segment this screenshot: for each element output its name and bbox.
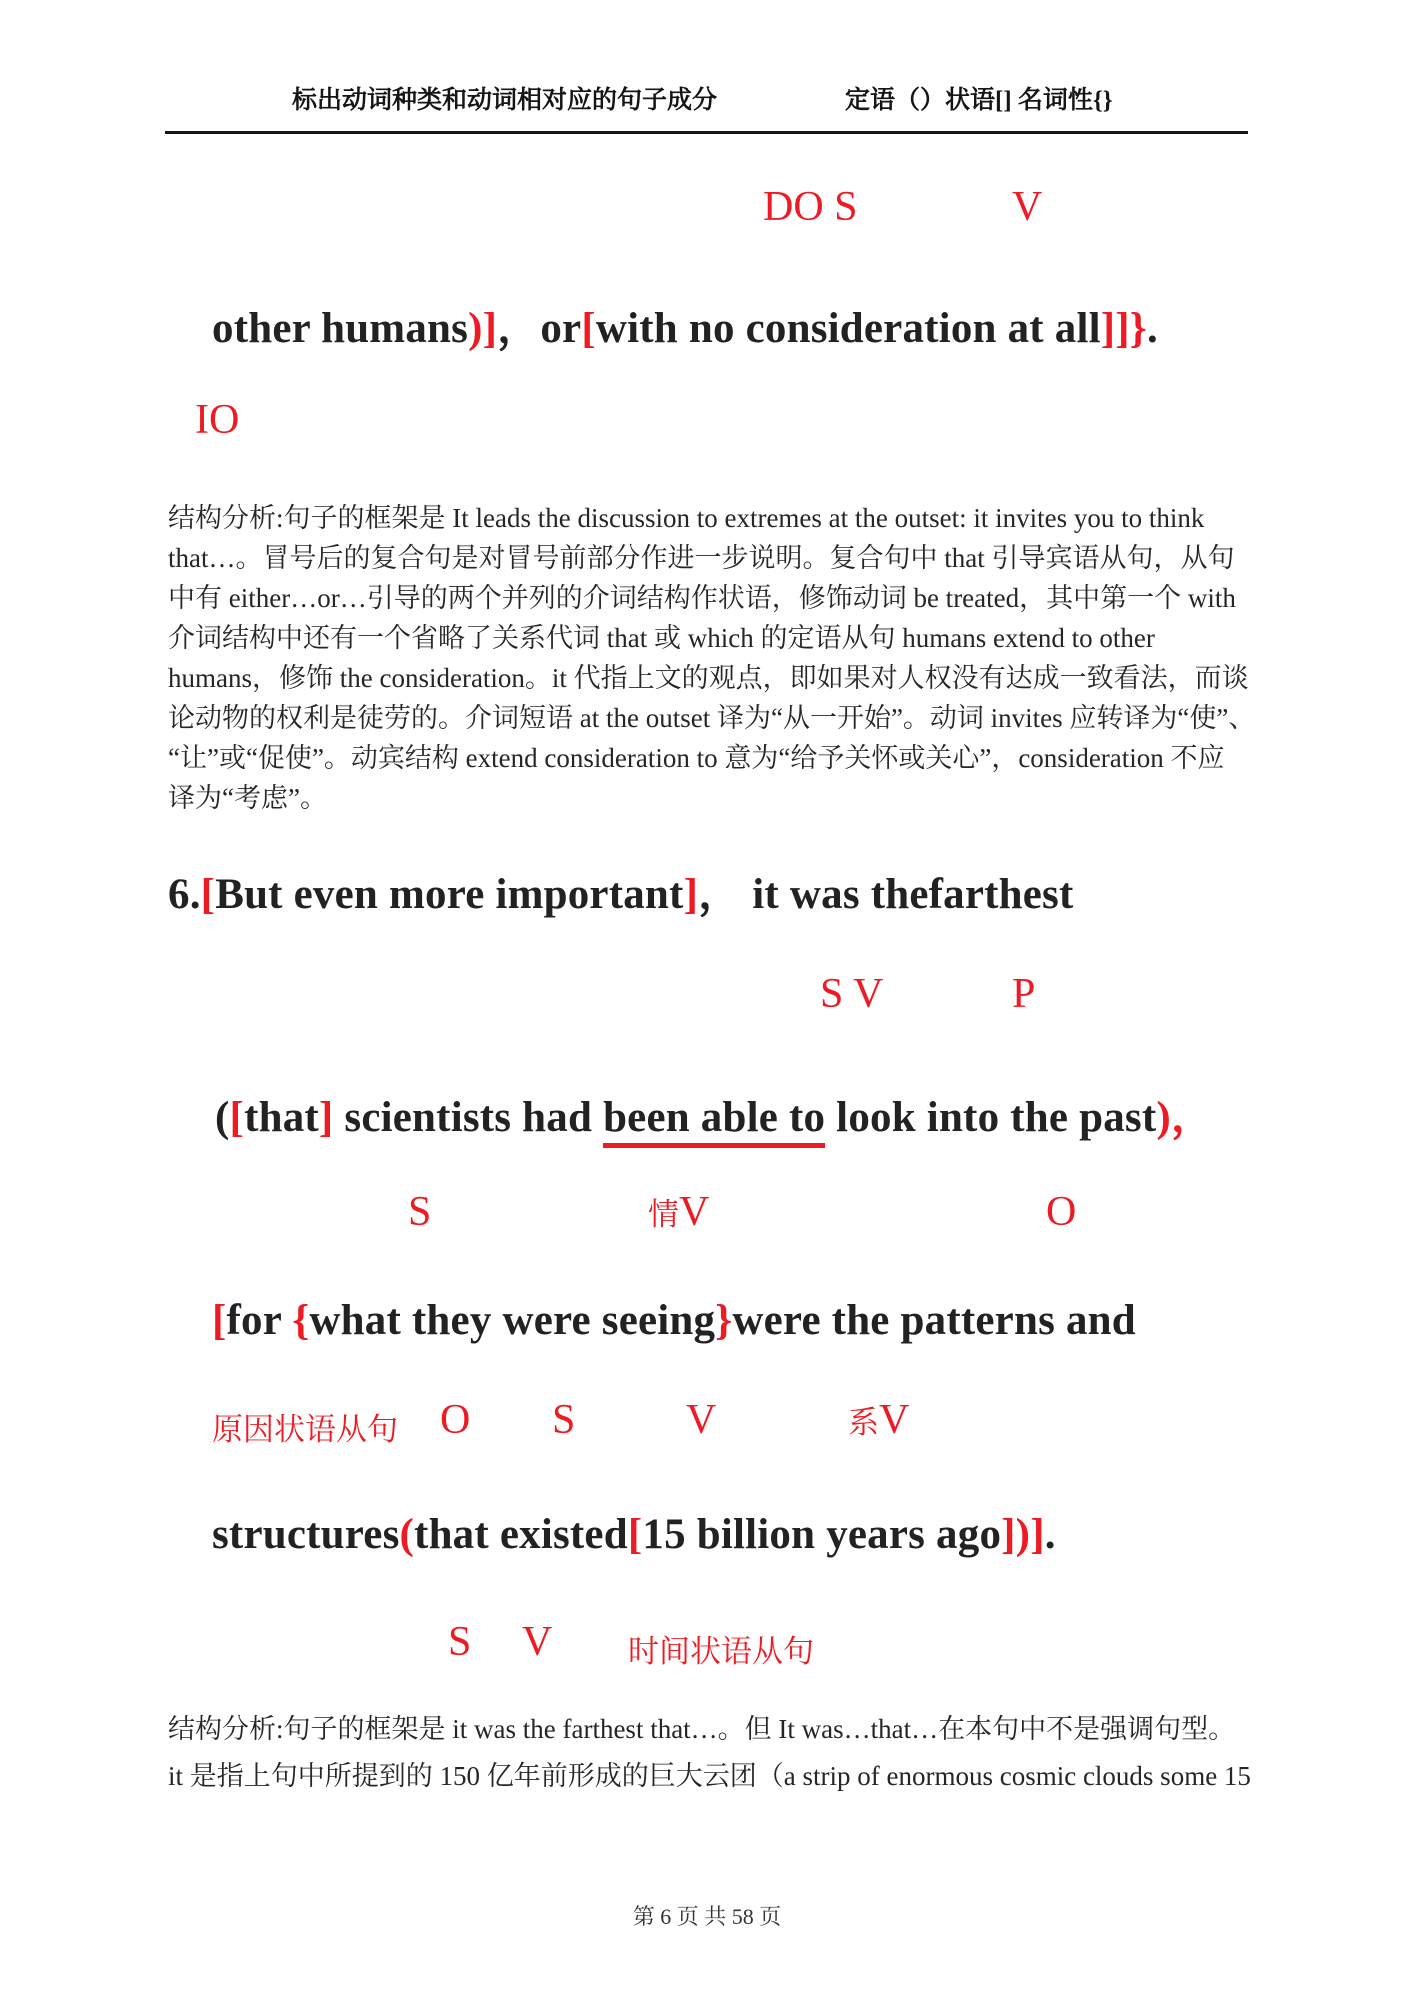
text-segment: [: [200, 871, 216, 918]
text-segment: ])]: [1001, 1511, 1045, 1558]
sentence-line-1: [212, 294, 1158, 355]
text-segment: ]: [318, 1094, 334, 1141]
annotation-reason-clause-label: 原因状语从句: [212, 1412, 398, 1447]
text-segment: that: [244, 1094, 319, 1141]
analysis-line: 中有 either…or…引导的两个并列的介词结构作状语，修饰动词 be treated，其中第一个 with: [168, 583, 1236, 613]
analysis-line: 结构分析:句子的框架是 it was the farthest that…。但 It was…that…在本句中不是强调句型。: [168, 1714, 1236, 1744]
text-segment: [: [229, 1094, 245, 1141]
annotation-o: O: [1046, 1189, 1077, 1235]
analysis-line: 结构分析:句子的框架是 It leads the discussion to extremes at the outset: it invites you to think: [168, 503, 1205, 533]
analysis-line: 介词结构中还有一个省略了关系代词 that 或 which 的定语从句 humans extend to other: [168, 623, 1155, 653]
header-rule: [165, 131, 1248, 134]
text-segment: 15 billion years ago: [642, 1511, 1002, 1558]
annotation-s-2: S: [408, 1189, 432, 1235]
text-segment: ， it was thefarthest: [698, 871, 1074, 918]
annotation-s-3: S: [552, 1397, 576, 1443]
analysis-paragraph-1: [168, 498, 1256, 818]
annotation-v-3: V: [686, 1397, 717, 1443]
text-segment: )，: [1156, 1094, 1215, 1141]
text-segment: structures: [212, 1511, 400, 1558]
analysis-line: 论动物的权利是徒劳的。介词短语 at the outset 译为“从一开始”。动词 invites 应转译为“使”、: [168, 703, 1256, 733]
text-segment: for: [226, 1297, 293, 1344]
text-segment: [: [212, 1297, 227, 1344]
header-left-title: 标出动词种类和动词相对应的句子成分: [292, 87, 718, 114]
text-segment: [: [627, 1511, 643, 1558]
text-segment: ，or: [497, 305, 582, 352]
text-segment: other humans: [212, 305, 469, 352]
text-segment: been able to: [603, 1094, 825, 1148]
annotation-v-2: V: [679, 1189, 710, 1235]
annotation-modal-label: 情: [648, 1197, 679, 1232]
annotation-p: P: [1012, 971, 1036, 1017]
analysis-line: “让”或“促使”。动宾结构 extend consideration to 意为“给予关怀或关心”，consideration 不应: [168, 743, 1225, 773]
text-segment: But even more important: [215, 871, 684, 918]
annotation-s-v: S V: [820, 971, 884, 1017]
text-segment: scientists had: [333, 1094, 604, 1141]
text-segment: were the patterns and: [732, 1297, 1136, 1344]
analysis-line: it 是指上句中所提到的 150 亿年前形成的巨大云团（a strip of enormous cosmic clouds some 15: [168, 1761, 1251, 1791]
sentence-line-2: [215, 1083, 1214, 1144]
annotation-linking-label: 系: [848, 1405, 879, 1440]
annotation-linking-v: [848, 1396, 909, 1444]
annotation-v: V: [1012, 184, 1043, 230]
text-segment: [: [581, 305, 596, 352]
text-segment: 6.: [168, 871, 201, 918]
text-segment: )]: [468, 305, 498, 352]
sentence-line-3: [212, 1296, 1136, 1345]
text-segment: (: [215, 1094, 230, 1141]
text-segment: that existed: [414, 1511, 628, 1558]
text-segment: with no consideration at all: [595, 305, 1101, 352]
analysis-line: humans，修饰 the consideration。it 代指上文的观点，即如果对人权没有达成一致看法，而谈: [168, 663, 1249, 693]
text-segment: what they were seeing: [309, 1297, 716, 1344]
annotation-s-4: S: [448, 1619, 472, 1665]
annotation-time-clause-label: 时间状语从句: [628, 1634, 814, 1669]
text-segment: .: [1044, 1511, 1056, 1558]
text-segment: look into the past: [825, 1094, 1157, 1141]
text-segment: .: [1146, 305, 1158, 352]
annotation-v-4: V: [879, 1397, 910, 1443]
annotation-modal-v: [648, 1188, 709, 1236]
annotation-o-2: O: [440, 1397, 471, 1443]
analysis-paragraph-2: [168, 1706, 1251, 1800]
text-segment: ]]}: [1100, 305, 1147, 352]
annotation-v-5: V: [522, 1619, 553, 1665]
analysis-line: 译为“考虑”。: [168, 783, 327, 813]
analysis-line: that…。冒号后的复合句是对冒号前部分作进一步说明。复合句中 that 引导宾语从句，从句: [168, 543, 1235, 573]
text-segment: }: [715, 1297, 733, 1344]
text-segment: (: [399, 1511, 415, 1558]
annotation-do-s: DO S: [763, 184, 858, 230]
section-6-heading: [168, 860, 1074, 921]
header-right-legend: 定语（）状语[] 名词性{}: [845, 87, 1113, 114]
text-segment: ]: [683, 871, 699, 918]
page-number-footer: 第 6 页 共 58 页: [632, 1904, 782, 1929]
text-segment: {: [292, 1297, 310, 1344]
sentence-line-4: [212, 1510, 1056, 1559]
annotation-io: IO: [195, 397, 240, 443]
